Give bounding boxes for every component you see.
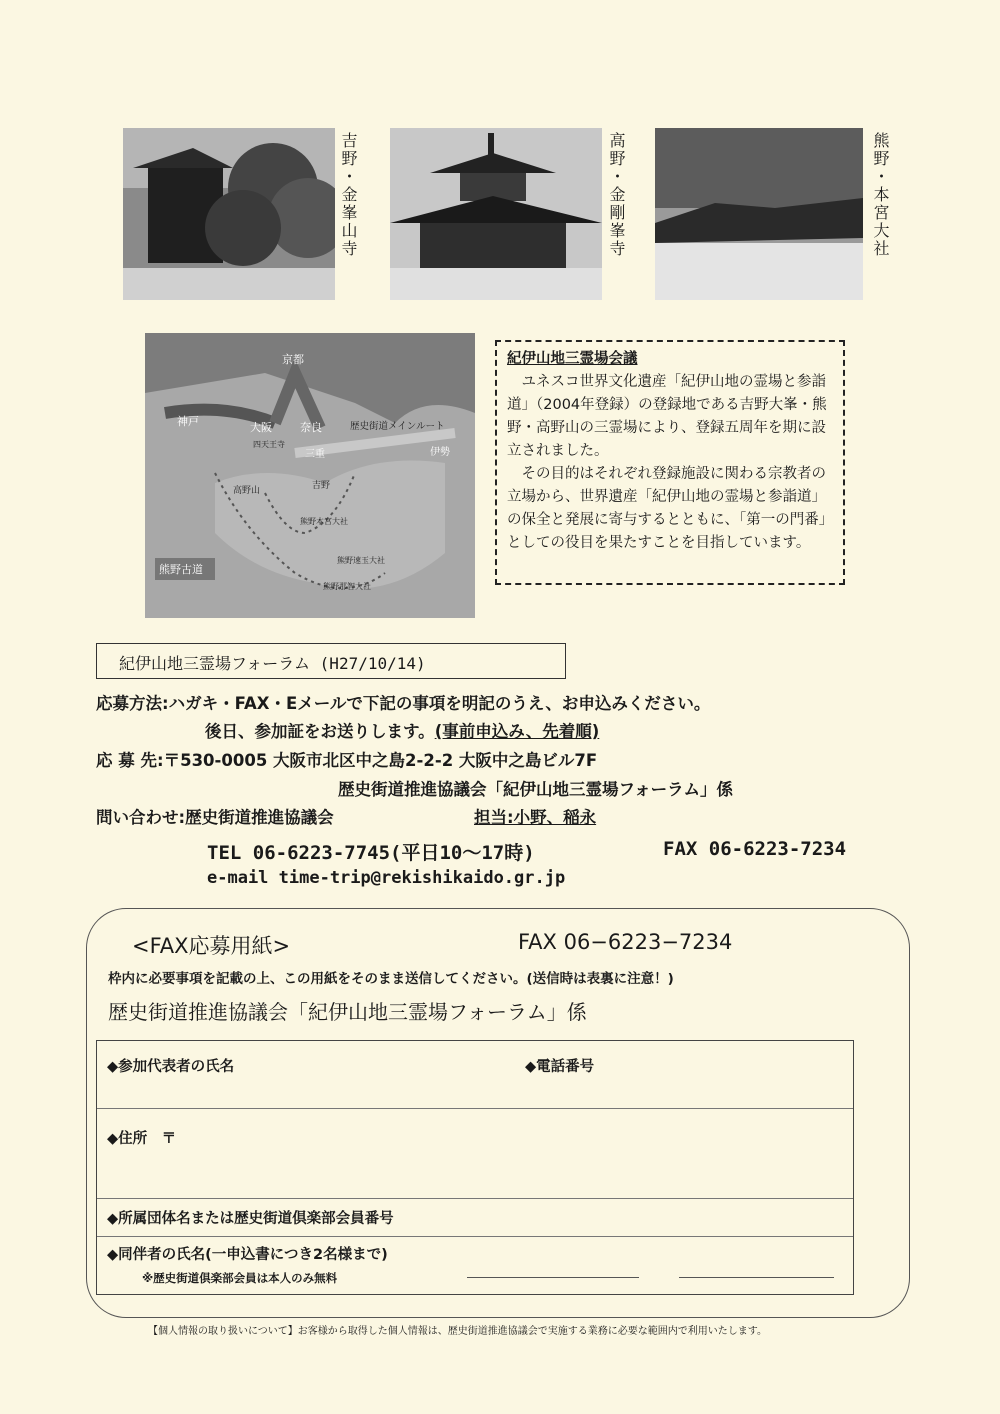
privacy-note: 【個人情報の取り扱いについて】お客様から取得した個人情報は、歴史街道推進協議会で実施する業務に必要な範囲内で利用いたします。 <box>148 1326 767 1337</box>
map-label-kumano-kodo: 熊野古道 <box>159 563 203 576</box>
apply-to-label: 応 募 先: <box>96 751 164 770</box>
apply-method-note: (事前申込み、先着順) <box>434 722 600 741</box>
caption-kongobuji: 高野・金剛峯寺 <box>607 132 626 258</box>
photo-kinpusenji <box>123 128 335 300</box>
council-para-2: その目的はそれぞれ登録施設に関わる宗教者の立場から、世界遺産「紀伊山地の霊場と参詣道」の保全と発展に寄与するとともに、「第一の門番」としての役目を果たすことを目指しています。 <box>507 466 826 551</box>
form-row-address[interactable] <box>97 1109 853 1199</box>
map-label-kyoto: 京都 <box>282 353 304 366</box>
fax-form-instruction: 枠内に必要事項を記載の上、この用紙をそのまま送信してください。(送信時は表裏に注意！) <box>108 971 674 987</box>
fax-number[interactable]: FAX 06-6223-7234 <box>663 838 847 860</box>
contact-person: 担当:小野、稲永 <box>474 808 597 827</box>
form-label-org: ◆所属団体名または歴史街道倶楽部会員番号 <box>107 1211 394 1227</box>
map-label-mie: 三重 <box>305 449 325 460</box>
companion-blank-1[interactable] <box>467 1277 639 1278</box>
council-heading: 紀伊山地三霊場会議 <box>507 351 638 367</box>
contact-org: 歴史街道推進協議会 <box>185 808 334 827</box>
photo-hongu-taisha <box>655 128 863 300</box>
companion-blank-2[interactable] <box>679 1277 834 1278</box>
email-address[interactable]: e-mail time-trip@rekishikaido.gr.jp <box>207 868 566 888</box>
application-form-table <box>96 1040 854 1295</box>
photo-kongobuji <box>390 128 602 300</box>
route-map <box>145 333 475 618</box>
map-label-hongu: 熊野本宮大社 <box>300 517 348 526</box>
apply-to-line <box>96 747 597 771</box>
caption-kinpusenji: 吉野・金峯山寺 <box>339 132 358 258</box>
map-label-nara: 奈良 <box>300 421 322 434</box>
apply-method-text-2: 後日、参加証をお送りします。 <box>205 722 435 741</box>
map-label-kobe: 神戸 <box>177 415 199 428</box>
apply-method-line <box>96 690 710 714</box>
fax-form-number: FAX 06−6223−7234 <box>518 930 733 954</box>
form-label-name: ◆参加代表者の氏名 <box>107 1059 235 1075</box>
map-label-osaka: 大阪 <box>250 421 272 434</box>
form-label-companions: ◆同伴者の氏名(一申込書につき2名様まで) <box>107 1247 388 1263</box>
form-row-companions[interactable] <box>97 1237 853 1294</box>
map-label-tennoji: 四天王寺 <box>253 440 285 449</box>
apply-address: 〒530-0005 大阪市北区中之島2-2-2 大阪中之島ビル7F <box>163 751 598 770</box>
form-label-address: ◆住所 〒 <box>107 1131 177 1147</box>
council-info-box <box>495 340 845 585</box>
form-label-phone: ◆電話番号 <box>525 1059 595 1075</box>
apply-method-text: ハガキ・FAX・Eメールで下記の事項を明記のうえ、お申込みください。 <box>168 694 711 713</box>
council-para-1: ユネスコ世界文化遺産「紀伊山地の霊場と参詣道」（2004年登録）の登録地である吉野大峯・熊野・高野山の三霊場により、登録五周年を期に設立されました。 <box>507 374 827 459</box>
apply-address-2: 歴史街道推進協議会「紀伊山地三霊場フォーラム」係 <box>338 780 734 799</box>
contact-label: 問い合わせ: <box>96 808 186 827</box>
map-label-ise: 伊勢 <box>430 447 450 458</box>
map-label-hayatama: 熊野速玉大社 <box>337 556 385 565</box>
map-label-yoshino: 吉野 <box>312 481 331 491</box>
map-label-koyasan: 高野山 <box>233 486 261 496</box>
apply-method-line-2 <box>205 718 599 742</box>
form-row-name[interactable] <box>97 1041 853 1109</box>
tel-number[interactable]: TEL 06-6223-7745(平日10～17時) <box>207 842 535 864</box>
map-label-main-route: 歴史街道メインルート <box>350 421 445 432</box>
fax-form-title: <FAX応募用紙> <box>132 934 291 958</box>
apply-method-label: 応募方法: <box>96 694 169 713</box>
form-row-org[interactable] <box>97 1199 853 1237</box>
forum-title-box: 紀伊山地三霊場フォーラム (H27/10/14) <box>96 643 566 679</box>
caption-hongu-taisha: 熊野・本宮大社 <box>871 132 890 258</box>
contact-line <box>96 804 334 828</box>
map-label-nachi: 熊野那智大社 <box>323 582 371 591</box>
form-note-companions: ※歴史街道倶楽部会員は本人のみ無料 <box>142 1271 338 1285</box>
fax-form-recipient: 歴史街道推進協議会「紀伊山地三霊場フォーラム」係 <box>108 1000 587 1024</box>
